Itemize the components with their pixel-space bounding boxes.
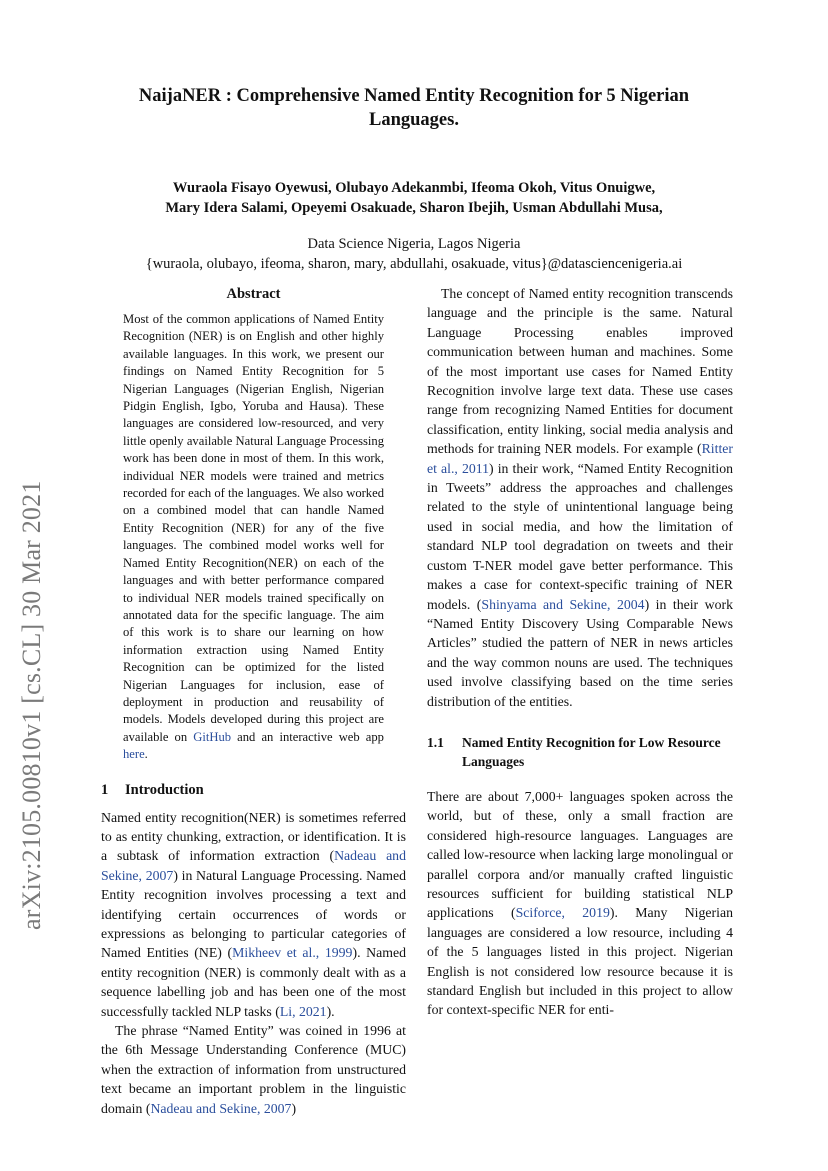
author-emails: {wuraola, olubayo, ifeoma, sharon, mary, abdullahi, osakuade, vitus}@datasciencenigeria.ai — [145, 256, 683, 272]
abstract-text — [123, 311, 384, 764]
text-run: ) — [291, 1100, 297, 1116]
subsection-title: Named Entity Recognition for Low Resource Languages — [462, 734, 721, 769]
authors-line-1: Wuraola Fisayo Oyewusi, Olubayo Adekanmbi, Ifeoma Okoh, Vitus Onuigwe, — [172, 180, 656, 196]
intro-paragraph-3 — [427, 284, 733, 711]
github-link[interactable]: GitHub — [193, 729, 232, 744]
section-title: Introduction — [125, 781, 204, 798]
affiliation-name: Data Science Nigeria, Lagos Nigeria — [307, 236, 521, 252]
right-column — [427, 284, 733, 1020]
web-app-link[interactable]: here — [123, 747, 145, 762]
text-run: ). Many Nigerian languages are considered a low resource, including 4 of the 5 languages listed in this project. Nigerian English is not considered low resource because it is standard English but included in this project to allow for context-specific NER for enti- — [427, 905, 733, 1018]
arxiv-identifier: arXiv:2105.00810v1 [cs.CL] 30 Mar 2021 — [17, 480, 46, 930]
subsection-paragraph-1 — [427, 787, 733, 1020]
text-run: ) in Natural Language Processing. Named Entity recognition involves processing a text and identifying certain occurrences of words or expressions as belonging to particular categories of Named Entities (NE) ( — [101, 867, 406, 961]
affiliation-block — [100, 234, 728, 274]
paper-title — [100, 84, 728, 132]
abstract-mid: and an interactive web app — [237, 729, 384, 744]
citation-link[interactable]: Mikheev et al., 1999 — [232, 945, 353, 961]
left-column — [101, 284, 406, 1118]
title-line-2: Languages. — [369, 110, 459, 130]
abstract-end: . — [144, 747, 148, 762]
subsection-heading-low-resource — [427, 733, 733, 771]
text-run: ). — [326, 1003, 335, 1019]
section-number: 1 — [101, 781, 109, 798]
citation-link[interactable]: Shinyama and Sekine, 2004 — [481, 596, 645, 612]
text-run: ) in their work, “Named Entity Recognition in Tweets” address the approaches and challenges related to the style of unintentional language being used in social media, and how the limitation of standard NLP tool degradation on tweets and their custom T-NER model gave better performance. This makes a case for context-specific training of NER models. ( — [427, 460, 733, 612]
citation-link[interactable]: Sciforce, 2019 — [515, 905, 610, 921]
text-run: There are about 7,000+ languages spoken across the world, but of these, only a small fraction are considered high-resource languages. Languages are called low-resource when lacking large monolingual or parallel corpora and/or manually crafted linguistic resources sufficient for building statistical NLP applications ( — [427, 788, 733, 921]
subsection-number: 1.1 — [427, 734, 444, 750]
text-run: ) in their work “Named Entity Discovery Using Comparable News Articles” studied the pattern of NER in news articles and the way common nouns are used. The techniques used involve classifying based on the time series distribution of the entities. — [427, 596, 733, 709]
intro-paragraph-2 — [101, 1021, 406, 1118]
text-run: The concept of Named entity recognition transcends language and the principle is the same. Natural Language Processing enables improved communication between human and machines. Some of the most important use cases for Named Entity Recognition involve large text data. These use cases range from recognizing Named Entities for document classification, entity linking, social media analysis and methods for training NER models. For example ( — [427, 286, 733, 457]
citation-link[interactable]: Li, 2021 — [279, 1003, 327, 1019]
text-run: ). Named entity recognition (NER) is commonly dealt with as a sequence labelling job and has been one of the most successfully tackled NLP tasks ( — [101, 945, 406, 1019]
abstract-heading: Abstract — [226, 286, 281, 302]
text-run: Named entity recognition(NER) is sometimes referred to as entity chunking, extraction, or identification. It is a subtask of information extraction ( — [101, 809, 406, 864]
citation-link[interactable]: Nadeau and Sekine, 2007 — [101, 848, 406, 883]
abstract-body: Most of the common applications of Named Entity Recognition (NER) is on English and other highly available languages. In this work, we present our findings on Named Entity Recognition for 5 Nigerian Languages (Nigerian English, Nigerian Pidgin English, Igbo, Yoruba and Hausa). These languages are considered low-resourced, and very little openly available Natural Language Processing work has been done in most of them. In this work, individual NER models were trained and metrics recorded for each of the languages. We also worked on a combined model that can handle Named Entity Recognition (NER) for any of the five languages. The combined model works well for Named Entity Recognition(NER) on each of the languages and with better performance compared to individual NER models trained specifically on annotated data for the specific language. The aim of this work is to share our learning on how information extraction using Named Entity Recognition can be optimized for the listed Nigerian Languages for inclusion, ease of deployment in production and reusability of models. Models developed during this project are available on — [123, 312, 384, 744]
citation-link[interactable]: Nadeau and Sekine, 2007 — [150, 1100, 292, 1116]
intro-paragraph-1 — [101, 808, 406, 1021]
title-line-1: NaijaNER : Comprehensive Named Entity Recognition for 5 Nigerian — [138, 86, 690, 106]
authors-line-2: Mary Idera Salami, Opeyemi Osakuade, Sharon Ibejih, Usman Abdullahi Musa, — [165, 200, 663, 216]
section-heading-introduction — [101, 780, 406, 800]
author-list — [100, 178, 728, 218]
citation-link[interactable]: Ritter et al., 2011 — [427, 441, 733, 476]
text-run: The phrase “Named Entity” was coined in 1996 at the 6th Message Understanding Conference (MUC) when the extraction of information from unstructured text became an important problem in the linguistic domain ( — [101, 1023, 406, 1116]
